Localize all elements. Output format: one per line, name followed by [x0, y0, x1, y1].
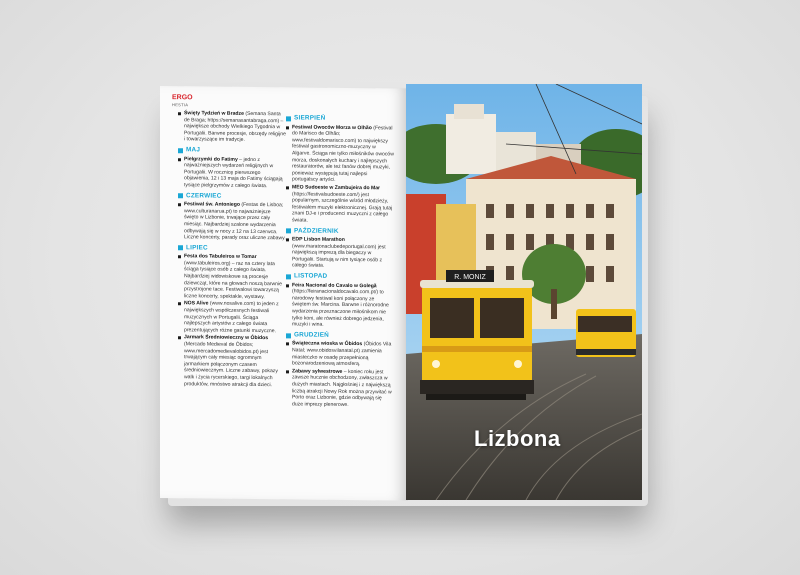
month-heading [286, 115, 394, 123]
month-label: CZERWIEC [186, 191, 222, 200]
event-description: (https://feiranacionaldocavalo.com.pt/) to narodowy festiwal koni połączony ze świętem św. Marcina. Barwne i różnorodne wydarzenia przeznaczone miłośnikom nie tylko koni, ale również dobrego jedzenia, muzyki i wina. [292, 288, 389, 328]
event-name: Festiwal św. Antoniego [184, 201, 240, 208]
tram-sign: R. MONIZ [454, 274, 486, 281]
event-item [286, 184, 394, 225]
event-item [286, 282, 394, 329]
right-column [286, 111, 394, 409]
event-description: – koniec roku jest zawsze hucznie obchodzony, zwłaszcza w dużych miastach. Najgłośniej i z największą liczbą atrakcji Nowy Rok można przywitać w Porto oraz Lizbonie, gdzie odbywają się duże imprezy plenerowe. [292, 368, 392, 408]
event-item [178, 156, 286, 190]
month-marker-icon [178, 246, 183, 251]
event-name: Feira Nacional do Cavalo w Golegã [292, 282, 377, 289]
month-marker-icon [286, 274, 291, 279]
month-marker-icon [286, 333, 291, 338]
month-label: LIPIEC [186, 243, 208, 252]
month-label: GRUDZIEŃ [294, 331, 329, 339]
event-item [178, 301, 286, 335]
month-heading [178, 245, 286, 253]
event-description: (Mercado Medieval de Óbidos; www.mercadomedievalobidos.pt) jest trwającym cały miesiąc ogromnym jarmarkiem połączonym czasem średniowiecznym. Liczne zabawy, pokazy walk i życia rycerskiego, targi lokalnych produktów, mnóstwo atrakcji dla dzieci. [184, 341, 278, 388]
event-name: NOS Alive [184, 300, 209, 307]
event-item [286, 124, 394, 184]
event-name: MEO Sudoeste w Zambujeira do Mar [292, 184, 381, 192]
event-item [178, 335, 286, 389]
brand-name: ERGO [172, 94, 193, 102]
month-marker-icon [178, 194, 183, 199]
month-heading [286, 273, 394, 281]
event-name: Festa dos Tabuleiros w Tomar [184, 253, 257, 261]
month-marker-icon [178, 148, 183, 153]
event-item [286, 236, 394, 270]
event-item [178, 201, 286, 242]
event-description: (https://festivalsudoeste.com/) jest popularnym, szczególnie wśród młodzieży, festiwalem muzyki elektronicznej. Grają tutaj znani DJ-e i producenci muzyczni z całego świata. [292, 190, 393, 224]
city-title: Lizbona [474, 426, 561, 451]
event-name: Święty Tydzień w Bradze [184, 110, 244, 117]
event-description: (www.nosalive.com) to jeden z największych współczesnych festiwali muzycznych w Portugalii. Ściąga najlepszych artystów z całego świata prezentujących różne gatunki muzyczne. [184, 300, 279, 335]
event-description: (www.maratonaclubedeportugal.com) jest największą imprezą dla biegaczy w Portugalii. Startują w nim tysiące osób z całego świata. [292, 243, 386, 270]
month-marker-icon [286, 229, 291, 234]
brand-logo [172, 94, 193, 108]
month-label: PAŹDZIERNIK [294, 226, 339, 235]
event-item [286, 368, 394, 409]
event-item [178, 110, 286, 144]
event-name: Festiwal Owoców Morza w Olhão [292, 123, 372, 131]
event-name: Jarmark Średniowieczny w Óbidos [184, 334, 269, 342]
month-label: LISTOPAD [294, 272, 328, 280]
event-description: (www.tabuleiros.org) – raz na cztery lata ściąga tysiące osób z całego świata. Najbardziej widowiskowe są procesje dziewcząt, które na głowach noszą barwnie przystrojone tace. Festiwalowi towarzyszą liczne koncerty, spektakle, wystawy. [184, 260, 282, 300]
event-description: (Semana Santa de Braga; https://semanasantabraga.com) – największe obchody Wielkiego Tygodnia w Portugalii. Barwne procesje, obrzędy religijne i towarzyszące im tradycje. [184, 110, 286, 144]
event-item [178, 253, 286, 300]
event-name: Pielgrzymki do Fatimy [184, 155, 238, 163]
month-marker-icon [286, 116, 291, 121]
month-heading [178, 147, 286, 155]
event-description: (Festival do Marisco de Olhão; www.festivaldomarisco.com) to największy festiwal gastronomiczno-muzyczny w Algarve. Ściąga nie tylko miłośników owoców morza, doskonałych kuchary i najlepszych restauratorów, ale też fanów dobrej muzyki, ponieważ występują tutaj najlepsi portugalscy artyści. [292, 124, 394, 184]
left-column [178, 110, 286, 389]
right-page-photo [406, 84, 642, 500]
event-name: Świąteczna wioska w Óbidos [292, 340, 363, 348]
event-item [286, 341, 394, 369]
event-name: Zabawy sylwestrowe [292, 368, 343, 375]
month-heading [178, 193, 286, 201]
month-heading [286, 332, 394, 340]
month-heading [286, 228, 394, 236]
event-description: (Óbidos Vila Natal; www.obidosvilanatal.pt) zamienia miasteczko w osadę przepełnioną bożonarodzeniową atmosferą. [292, 341, 392, 368]
month-label: MAJ [186, 146, 201, 154]
event-description: (Festas de Lisboa; www.culturanarua.pt) to najważniejsze święto w Lizbonie, trwające przez cały miesiąc. Najbardziej szalone wydarzenia odbywają się w nocy z 12 na 13 czerwca. Liczne koncerty, parady oraz uliczne zabawy. [184, 201, 286, 242]
event-name: EDP Lisbon Marathon [292, 236, 345, 244]
left-page [160, 86, 408, 501]
brand-sub: HESTIA [172, 102, 189, 108]
month-label: SIERPIEŃ [294, 114, 326, 122]
event-description: – jedno z najważniejszych wydarzeń religijnych w Portugalii. W rocznicę pierwszego objawienia, 12 i 13 maja do Fatimy ściągają tysiące pielgrzymów z całego świata. [184, 156, 283, 190]
